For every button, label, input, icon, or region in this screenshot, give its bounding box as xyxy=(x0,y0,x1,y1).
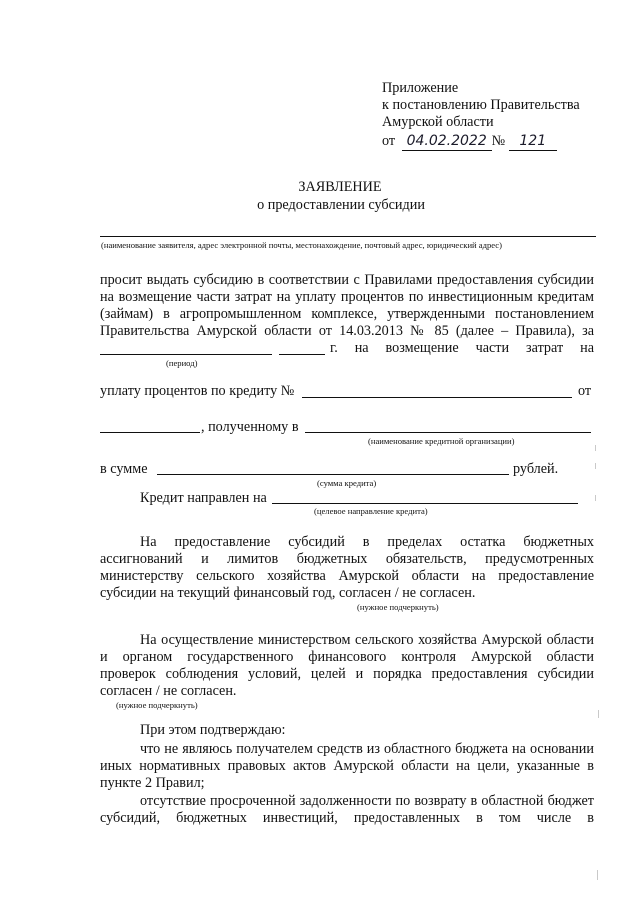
handwritten-number: 121 xyxy=(519,133,547,149)
credit-org-caption: (наименование кредитной организации) xyxy=(368,436,515,446)
para4-line3: пункте 2 Правил; xyxy=(100,775,205,791)
header-appendix: Приложение xyxy=(382,80,459,96)
handwritten-date: 04.02.2022 xyxy=(406,133,487,149)
sum-label: в сумме xyxy=(100,461,148,477)
para4-intro: При этом подтверждаю: xyxy=(140,722,286,738)
header-resolution: к постановлению Правительства xyxy=(382,97,580,113)
para1-line5: г. на возмещение части затрат на xyxy=(330,340,594,356)
para4-line5: субсидий, бюджетных инвестиций, предоставленных в том числе в xyxy=(100,810,594,826)
period-field xyxy=(100,354,272,355)
para1-line1: просит выдать субсидию в соответствии с Правилами предоставления субсидии xyxy=(100,272,594,288)
date-field xyxy=(402,133,492,151)
loan-date-label: от xyxy=(578,383,592,399)
loan-number-field xyxy=(302,397,572,398)
received-label: , полученному в xyxy=(201,419,299,435)
period-caption: (период) xyxy=(166,358,198,368)
para3-line2: и органом государственного финансового контроля Амурской области xyxy=(100,649,594,665)
direction-caption: (целевое направление кредита) xyxy=(314,506,428,516)
scan-mark xyxy=(595,495,596,501)
para2-line3: министерству сельского хозяйства Амурской области на предоставление xyxy=(100,568,594,584)
para3-line3: проверок соблюдения условий, целей и порядка предоставления субсидии xyxy=(100,666,594,682)
sum-caption: (сумма кредита) xyxy=(317,478,377,488)
para2-line1: На предоставление субсидий в пределах остатка бюджетных xyxy=(140,534,594,550)
number-sign: № xyxy=(491,133,506,149)
scan-mark xyxy=(595,463,596,469)
direction-label: Кредит направлен на xyxy=(140,490,267,506)
header-date-line xyxy=(382,133,557,151)
para3-caption: (нужное подчеркнуть) xyxy=(116,700,198,710)
year-field xyxy=(279,354,325,355)
para2-line2: ассигнований и лимитов бюджетных обязательств, предусмотренных xyxy=(100,551,594,567)
header-from: от xyxy=(382,133,396,149)
loan-number-label: уплату процентов по кредиту № xyxy=(100,383,295,399)
sum-field xyxy=(157,474,509,475)
document-title: ЗАЯВЛЕНИЕ xyxy=(298,179,382,195)
scan-mark xyxy=(597,870,598,880)
para3-line1: На осуществление министерством сельского хозяйства Амурской области xyxy=(140,632,594,648)
number-field xyxy=(509,133,557,151)
para4-line1: что не являюсь получателем средств из областного бюджета на основании xyxy=(140,741,594,757)
document-subtitle: о предоставлении субсидии xyxy=(257,197,425,213)
para2-caption: (нужное подчеркнуть) xyxy=(357,602,439,612)
credit-org-field xyxy=(305,432,591,433)
para1-line3: (займам) в агропромышленном комплексе, утвержденными постановлением xyxy=(100,306,594,322)
applicant-field xyxy=(100,236,596,237)
header-region: Амурской области xyxy=(382,114,494,130)
para4-line4: отсутствие просроченной задолженности по возврату в областной бюджет xyxy=(140,793,594,809)
scan-mark xyxy=(598,710,599,718)
scan-mark xyxy=(595,445,596,451)
para1-line4: Правительства Амурской области от 14.03.2013 № 85 (далее – Правила), за xyxy=(100,323,594,339)
direction-field xyxy=(272,503,578,504)
para2-line4: субсидии на текущий финансовый год, согласен / не согласен. xyxy=(100,585,476,601)
para4-line2: иных нормативных правовых актов Амурской области на цели, указанные в xyxy=(100,758,594,774)
sum-currency: рублей. xyxy=(513,461,559,477)
loan-date-field xyxy=(100,432,200,433)
para3-line4: согласен / не согласен. xyxy=(100,683,237,699)
para1-line2: на возмещение части затрат на уплату процентов по инвестиционным кредитам xyxy=(100,289,594,305)
applicant-caption: (наименование заявителя, адрес электронной почты, местонахождение, почтовый адрес, юридический адрес) xyxy=(101,240,502,250)
